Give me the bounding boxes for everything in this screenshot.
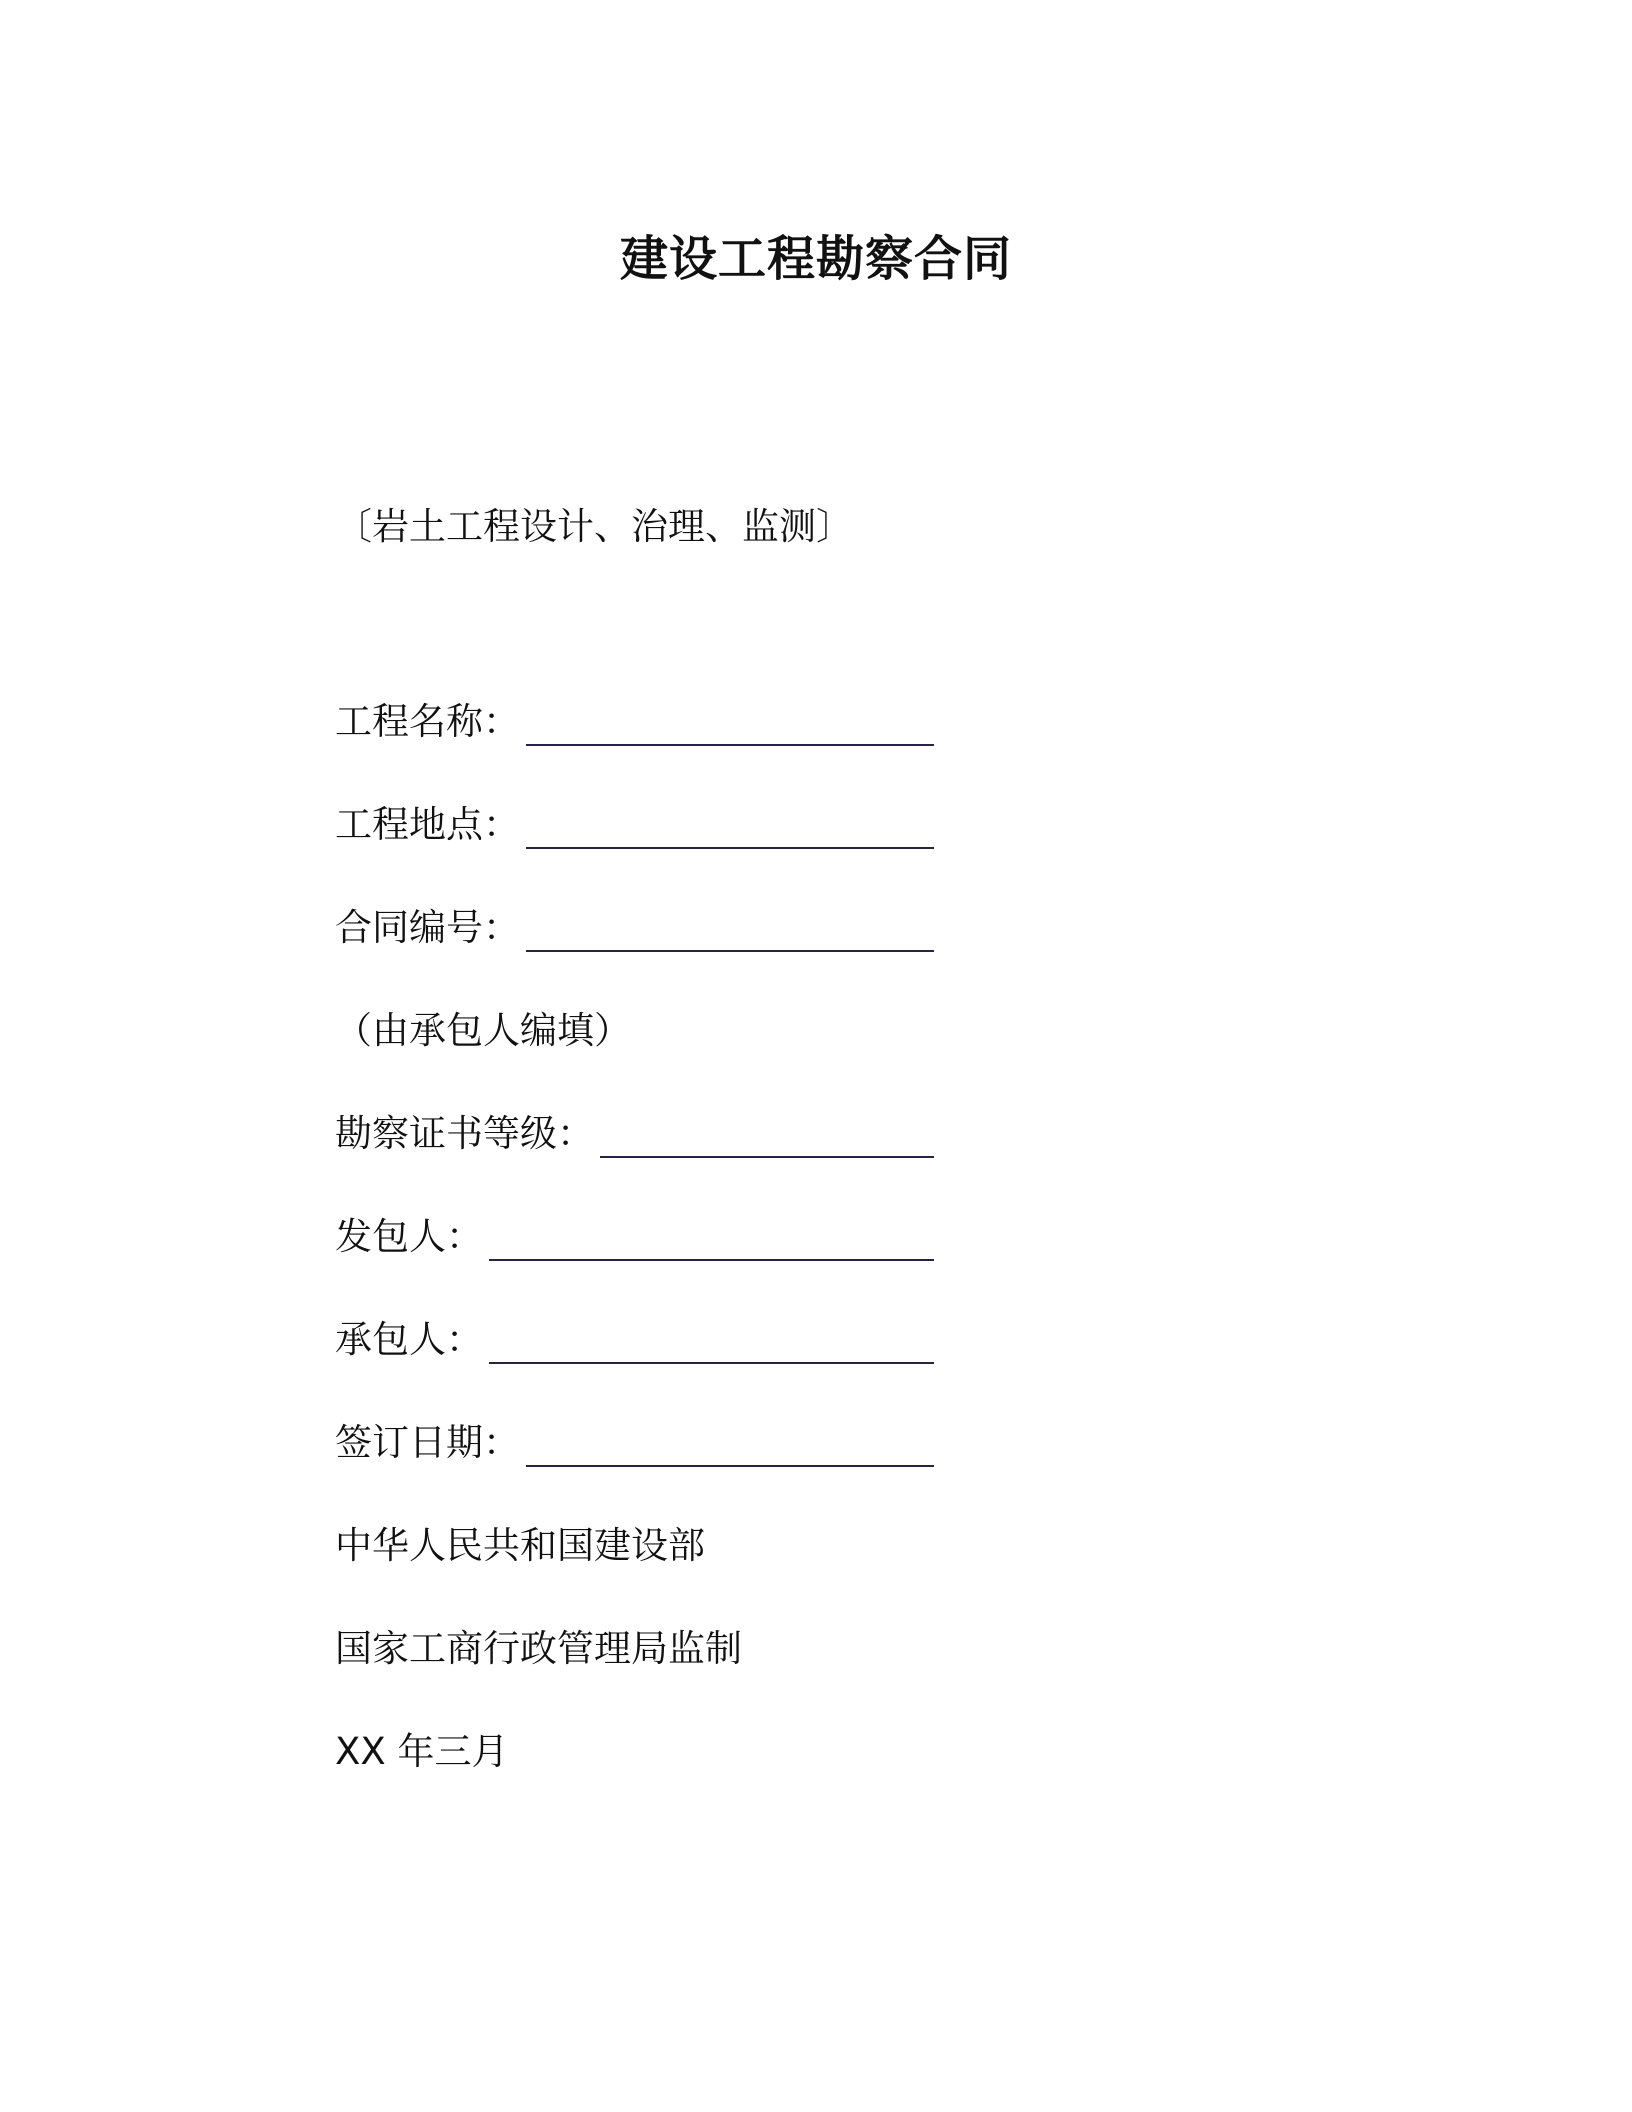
document-subtitle: 〔岩土工程设计、治理、监测〕 <box>335 505 853 548</box>
field-label: 合同编号： <box>335 906 520 949</box>
signing-date-blank[interactable] <box>526 1431 934 1467</box>
field-project-name <box>335 698 934 746</box>
field-employer <box>335 1213 934 1261</box>
survey-certificate-grade-blank[interactable] <box>600 1122 934 1158</box>
field-project-location <box>335 801 934 849</box>
issuer-administration: 国家工商行政管理局监制 <box>335 1627 742 1670</box>
field-survey-certificate-grade <box>335 1110 934 1158</box>
field-label: 承包人： <box>335 1318 483 1361</box>
contract-number-blank[interactable] <box>526 916 934 952</box>
field-signing-date <box>335 1419 934 1467</box>
field-contractor <box>335 1316 934 1364</box>
issuer-ministry: 中华人民共和国建设部 <box>335 1524 705 1567</box>
document-date: XX 年三月 <box>335 1730 509 1773</box>
field-label: 工程名称： <box>335 700 520 743</box>
contractor-blank[interactable] <box>489 1328 934 1364</box>
project-location-blank[interactable] <box>526 813 934 849</box>
employer-blank[interactable] <box>489 1225 934 1261</box>
field-label: 工程地点： <box>335 803 520 846</box>
field-label: 勘察证书等级： <box>335 1112 594 1155</box>
field-contract-number <box>335 904 934 952</box>
project-name-blank[interactable] <box>526 710 934 746</box>
field-label: 签订日期： <box>335 1421 520 1464</box>
contractor-fill-note: （由承包人编填） <box>335 1009 631 1052</box>
document-title: 建设工程勘察合同 <box>619 231 1012 287</box>
field-label: 发包人： <box>335 1215 483 1258</box>
